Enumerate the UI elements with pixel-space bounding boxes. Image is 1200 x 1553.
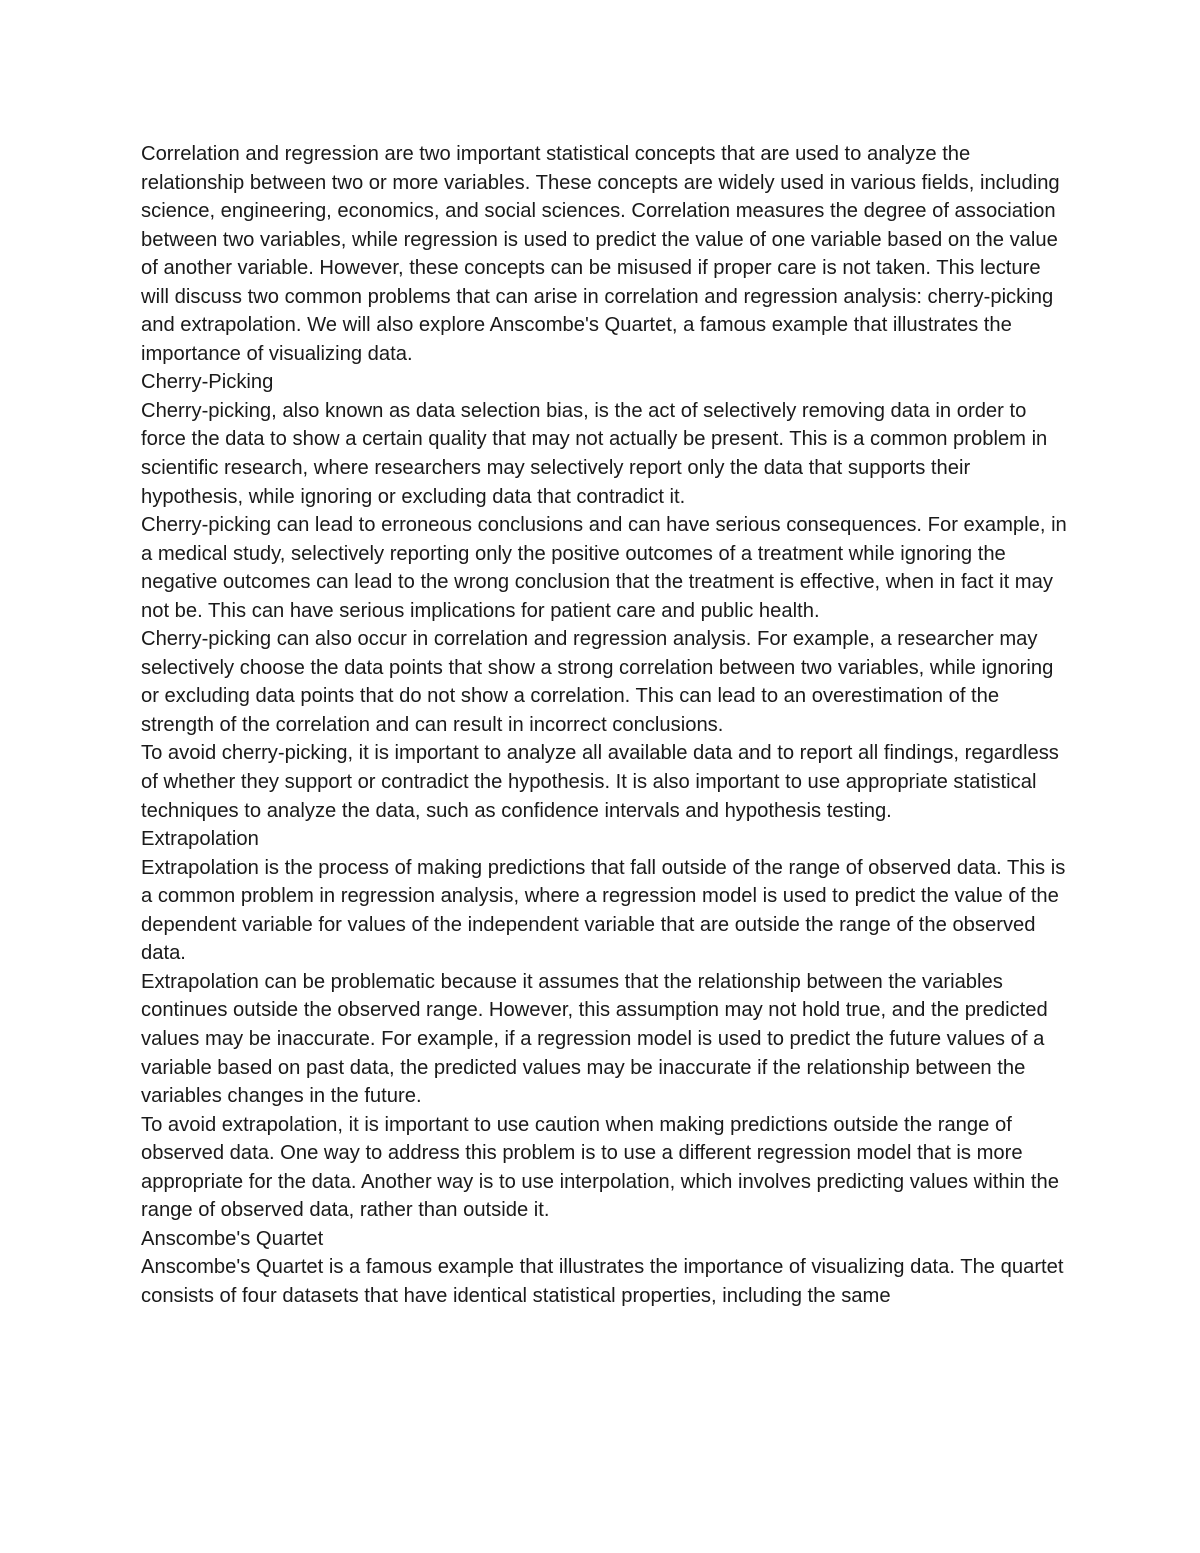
extrapolation-paragraph-2: Extrapolation can be problematic because it assumes that the relationship between the variables continues outside the observed range. However, this assumption may not hold true, and the predicted values may be inaccurate. For example, if a regression model is used to predict the future values of a variable based on past data, the predicted values may be inaccurate if the relationship between the variables changes in the future.: [141, 970, 1048, 1108]
anscombes-quartet-paragraph-1: Anscombe's Quartet is a famous example that illustrates the importance of visualizing data. The quartet consists of four datasets that have identical statistical properties, including the same: [141, 1256, 1064, 1307]
intro-paragraph: Correlation and regression are two important statistical concepts that are used to analyze the relationship between two or more variables. These concepts are widely used in various fields, including science, engineering, economics, and social sciences. Correlation measures the degree of association between two variables, while regression is used to predict the value of one variable based on the value of another variable. However, these concepts can be misused if proper care is not taken. This lecture will discuss two common problems that can arise in correlation and regression analysis: cherry-picking and extrapolation. We will also explore Anscombe's Quartet, a famous example that illustrates the importance of visualizing data.: [141, 143, 1060, 365]
section-heading-cherry-picking: Cherry-Picking: [141, 371, 274, 394]
cherry-picking-paragraph-4: To avoid cherry-picking, it is important to analyze all available data and to report all findings, regardless of whether they support or contradict the hypothesis. It is also important to use appropriate statistical techniques to analyze the data, such as confidence intervals and hypothesis testing.: [141, 742, 1059, 822]
cherry-picking-paragraph-1: Cherry-picking, also known as data selection bias, is the act of selectively removing data in order to force the data to show a certain quality that may not actually be present. This is a common problem in scientific research, where researchers may selectively report only the data that supports their hypothesis, while ignoring or excluding data that contradict it.: [141, 399, 1048, 508]
section-heading-extrapolation: Extrapolation: [141, 828, 259, 851]
extrapolation-paragraph-1: Extrapolation is the process of making predictions that fall outside of the range of observed data. This is a common problem in regression analysis, where a regression model is used to predict the value of the dependent variable for values of the independent variable that are outside the range of the observed data.: [141, 856, 1066, 965]
cherry-picking-paragraph-2: Cherry-picking can lead to erroneous conclusions and can have serious consequences. For example, in a medical study, selectively reporting only the positive outcomes of a treatment while ignoring the negative outcomes can lead to the wrong conclusion that the treatment is effective, when in fact it may not be. This can have serious implications for patient care and public health.: [141, 514, 1067, 622]
document-body: [141, 140, 1071, 1310]
cherry-picking-paragraph-3: Cherry-picking can also occur in correlation and regression analysis. For example, a researcher may selectively choose the data points that show a strong correlation between two variables, while ignoring or excluding data points that do not show a correlation. This can lead to an overestimation of the strength of the correlation and can result in incorrect conclusions.: [141, 628, 1054, 736]
extrapolation-paragraph-3: To avoid extrapolation, it is important to use caution when making predictions outside the range of observed data. One way to address this problem is to use a different regression model that is more appropriate for the data. Another way is to use interpolation, which involves predicting values within the range of observed data, rather than outside it.: [141, 1113, 1059, 1222]
section-heading-anscombes-quartet: Anscombe's Quartet: [141, 1227, 324, 1250]
